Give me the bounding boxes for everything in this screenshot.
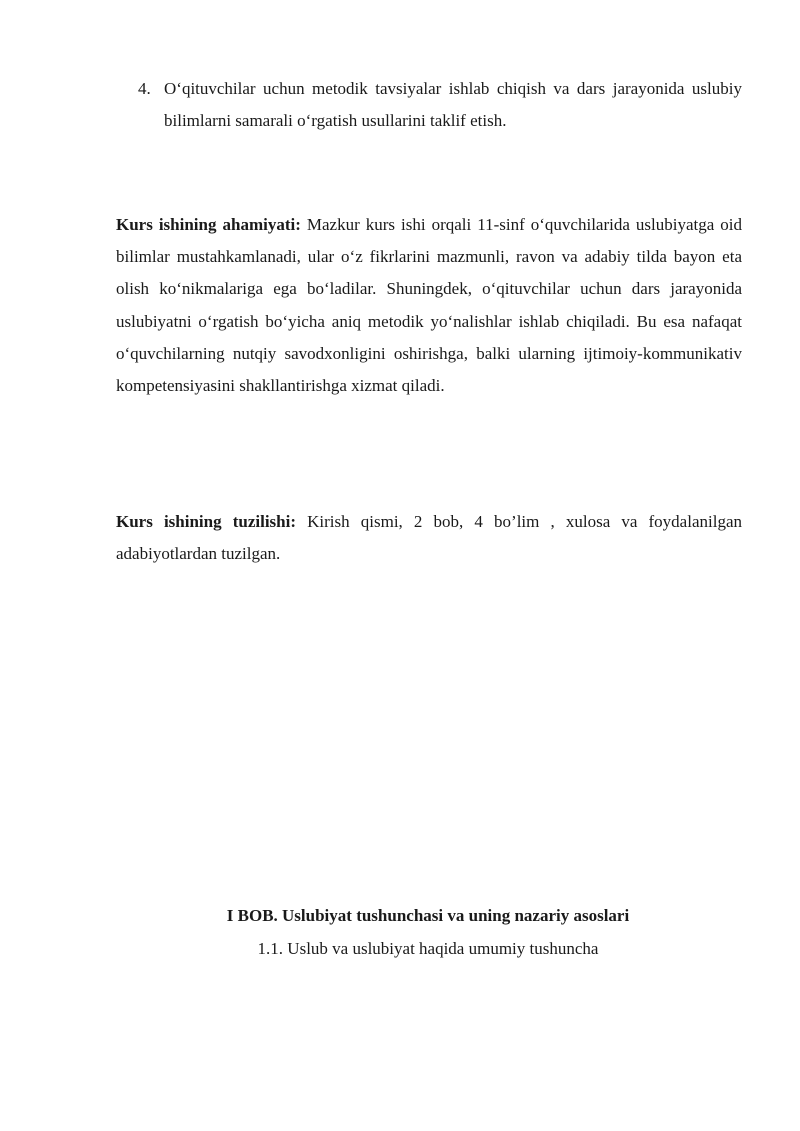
numbered-list-item <box>138 73 742 137</box>
significance-label: Kurs ishining ahamiyati: <box>116 215 301 234</box>
list-item-text: O‘qituvchilar uchun metodik tavsiyalar ishlab chiqish va dars jarayonida uslubiy bilimlarni samarali o‘rgatish usullarini taklif etish. <box>164 79 742 130</box>
structure-text: Kirish qismi, 2 bob, 4 bo’lim , xulosa va foydalanilgan adabiyotlardan tuzilgan. <box>116 512 742 564</box>
significance-paragraph <box>116 209 742 402</box>
chapter-title: I BOB. Uslubiyat tushunchasi va uning nazariy asoslari <box>226 906 630 925</box>
structure-paragraph <box>116 506 742 570</box>
section-title: 1.1. Uslub va uslubiyat haqida umumiy tushuncha <box>257 939 599 958</box>
list-item-number: 4. <box>138 79 151 98</box>
structure-label: Kurs ishining tuzilishi: <box>116 512 297 531</box>
significance-text: Mazkur kurs ishi orqali 11-sinf o‘quvchilarida uslubiyatga oid bilimlar mustahkamlanadi, ular o‘z fikrlarini mazmunli, ravon va adabiy tilda bayon eta olish ko‘nikmalariga ega bo‘ladilar. Shuningdek, o‘qituvchilar uchun dars jarayonida uslubiyatni o‘rgatish bo‘yicha aniq metodik yo‘nalishlar ishlab chiqiladi. Bu esa nafaqat o‘quvchilarning nutqiy savodxonligini oshirishga, balki ularning ijtimoiy-kommunikativ kompetensiyasini shakllantirishga xizmat qiladi. <box>116 215 742 396</box>
